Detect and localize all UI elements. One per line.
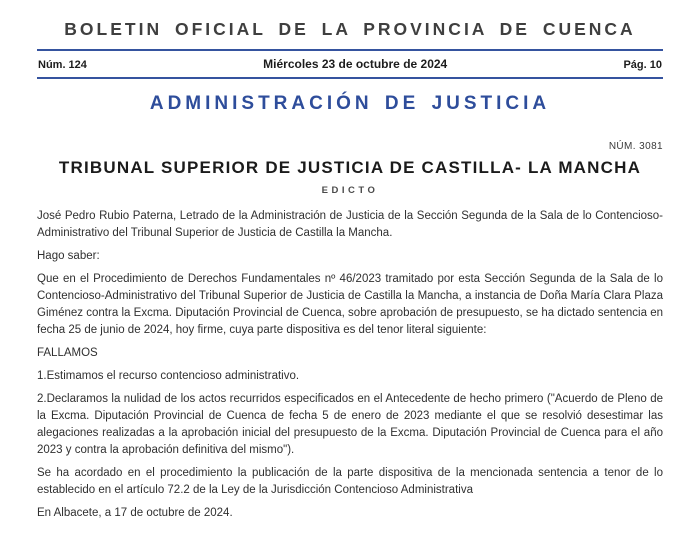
paragraph-letrado-intro: José Pedro Rubio Paterna, Letrado de la Administración de Justicia de la Sección Segunda de la Sala de lo Contencioso-Administrativo del Tribunal Superior de Justicia de Castilla la Mancha.: [37, 210, 663, 239]
masthead-title: BOLETIN OFICIAL DE LA PROVINCIA DE CUENCA: [64, 19, 636, 39]
announcement-body: [37, 208, 663, 522]
paragraph-fecha-lugar: En Albacete, a 17 de octubre de 2024.: [37, 507, 233, 519]
paragraph-fallamos-heading: FALLAMOS: [37, 347, 98, 359]
paragraph-fallo-1: 1.Estimamos el recurso contencioso administrativo.: [37, 370, 300, 382]
paragraph-fallo-2: 2.Declaramos la nulidad de los actos recurridos especificados en el Antecedente de hecho primero ("Acuerdo de Pleno de la Excma. Diputación Provincial de Cuenca de fecha 5 de enero de 2023 mediante el que se resolvió desestimar las alegaciones realizadas a la aprobación inicial del presupuesto de la Excma. Diputación Provincial de Cuenca para el año 2023 y contra la aprobación definitiva del mismo").: [37, 393, 663, 456]
section-title: ADMINISTRACIÓN DE JUSTICIA: [149, 93, 551, 114]
issue-date: Miércoles 23 de octubre de 2024: [263, 57, 448, 71]
page-number: Pág. 10: [623, 59, 662, 71]
issue-number: Núm. 124: [38, 59, 87, 71]
edicto-heading: EDICTO: [321, 185, 379, 196]
paragraph-hago-saber: Hago saber:: [37, 250, 100, 262]
issue-meta-row: [37, 51, 663, 74]
paragraph-publicacion: Se ha acordado en el procedimiento la publicación de la parte dispositiva de la mencionada sentencia a tenor de lo establecido en el artículo 72.2 de la Ley de la Jurisdicción Contencioso Administrativa: [37, 467, 663, 496]
paragraph-procedimiento: Que en el Procedimiento de Derechos Fundamentales nº 46/2023 tramitado por esta Sección Segunda de la Sala de lo Contencioso-Administrativo del Tribunal Superior de Justicia de Castilla la Mancha, a instancia de Doña María Clara Plaza Giménez contra la Excma. Diputación Provincial de Cuenca, sobre aprobación de presupuesto, se ha dictado sentencia en fecha 25 de junio de 2024, hoy firme, cuya parte dispositiva es del tenor literal siguiente:: [37, 273, 663, 336]
divider-bottom: [37, 77, 663, 79]
masthead: [37, 18, 663, 115]
announcement: [37, 141, 663, 522]
announcement-number: NÚM. 3081: [608, 141, 663, 152]
announcement-title: TRIBUNAL SUPERIOR DE JUSTICIA DE CASTILLA- LA MANCHA: [58, 158, 642, 177]
